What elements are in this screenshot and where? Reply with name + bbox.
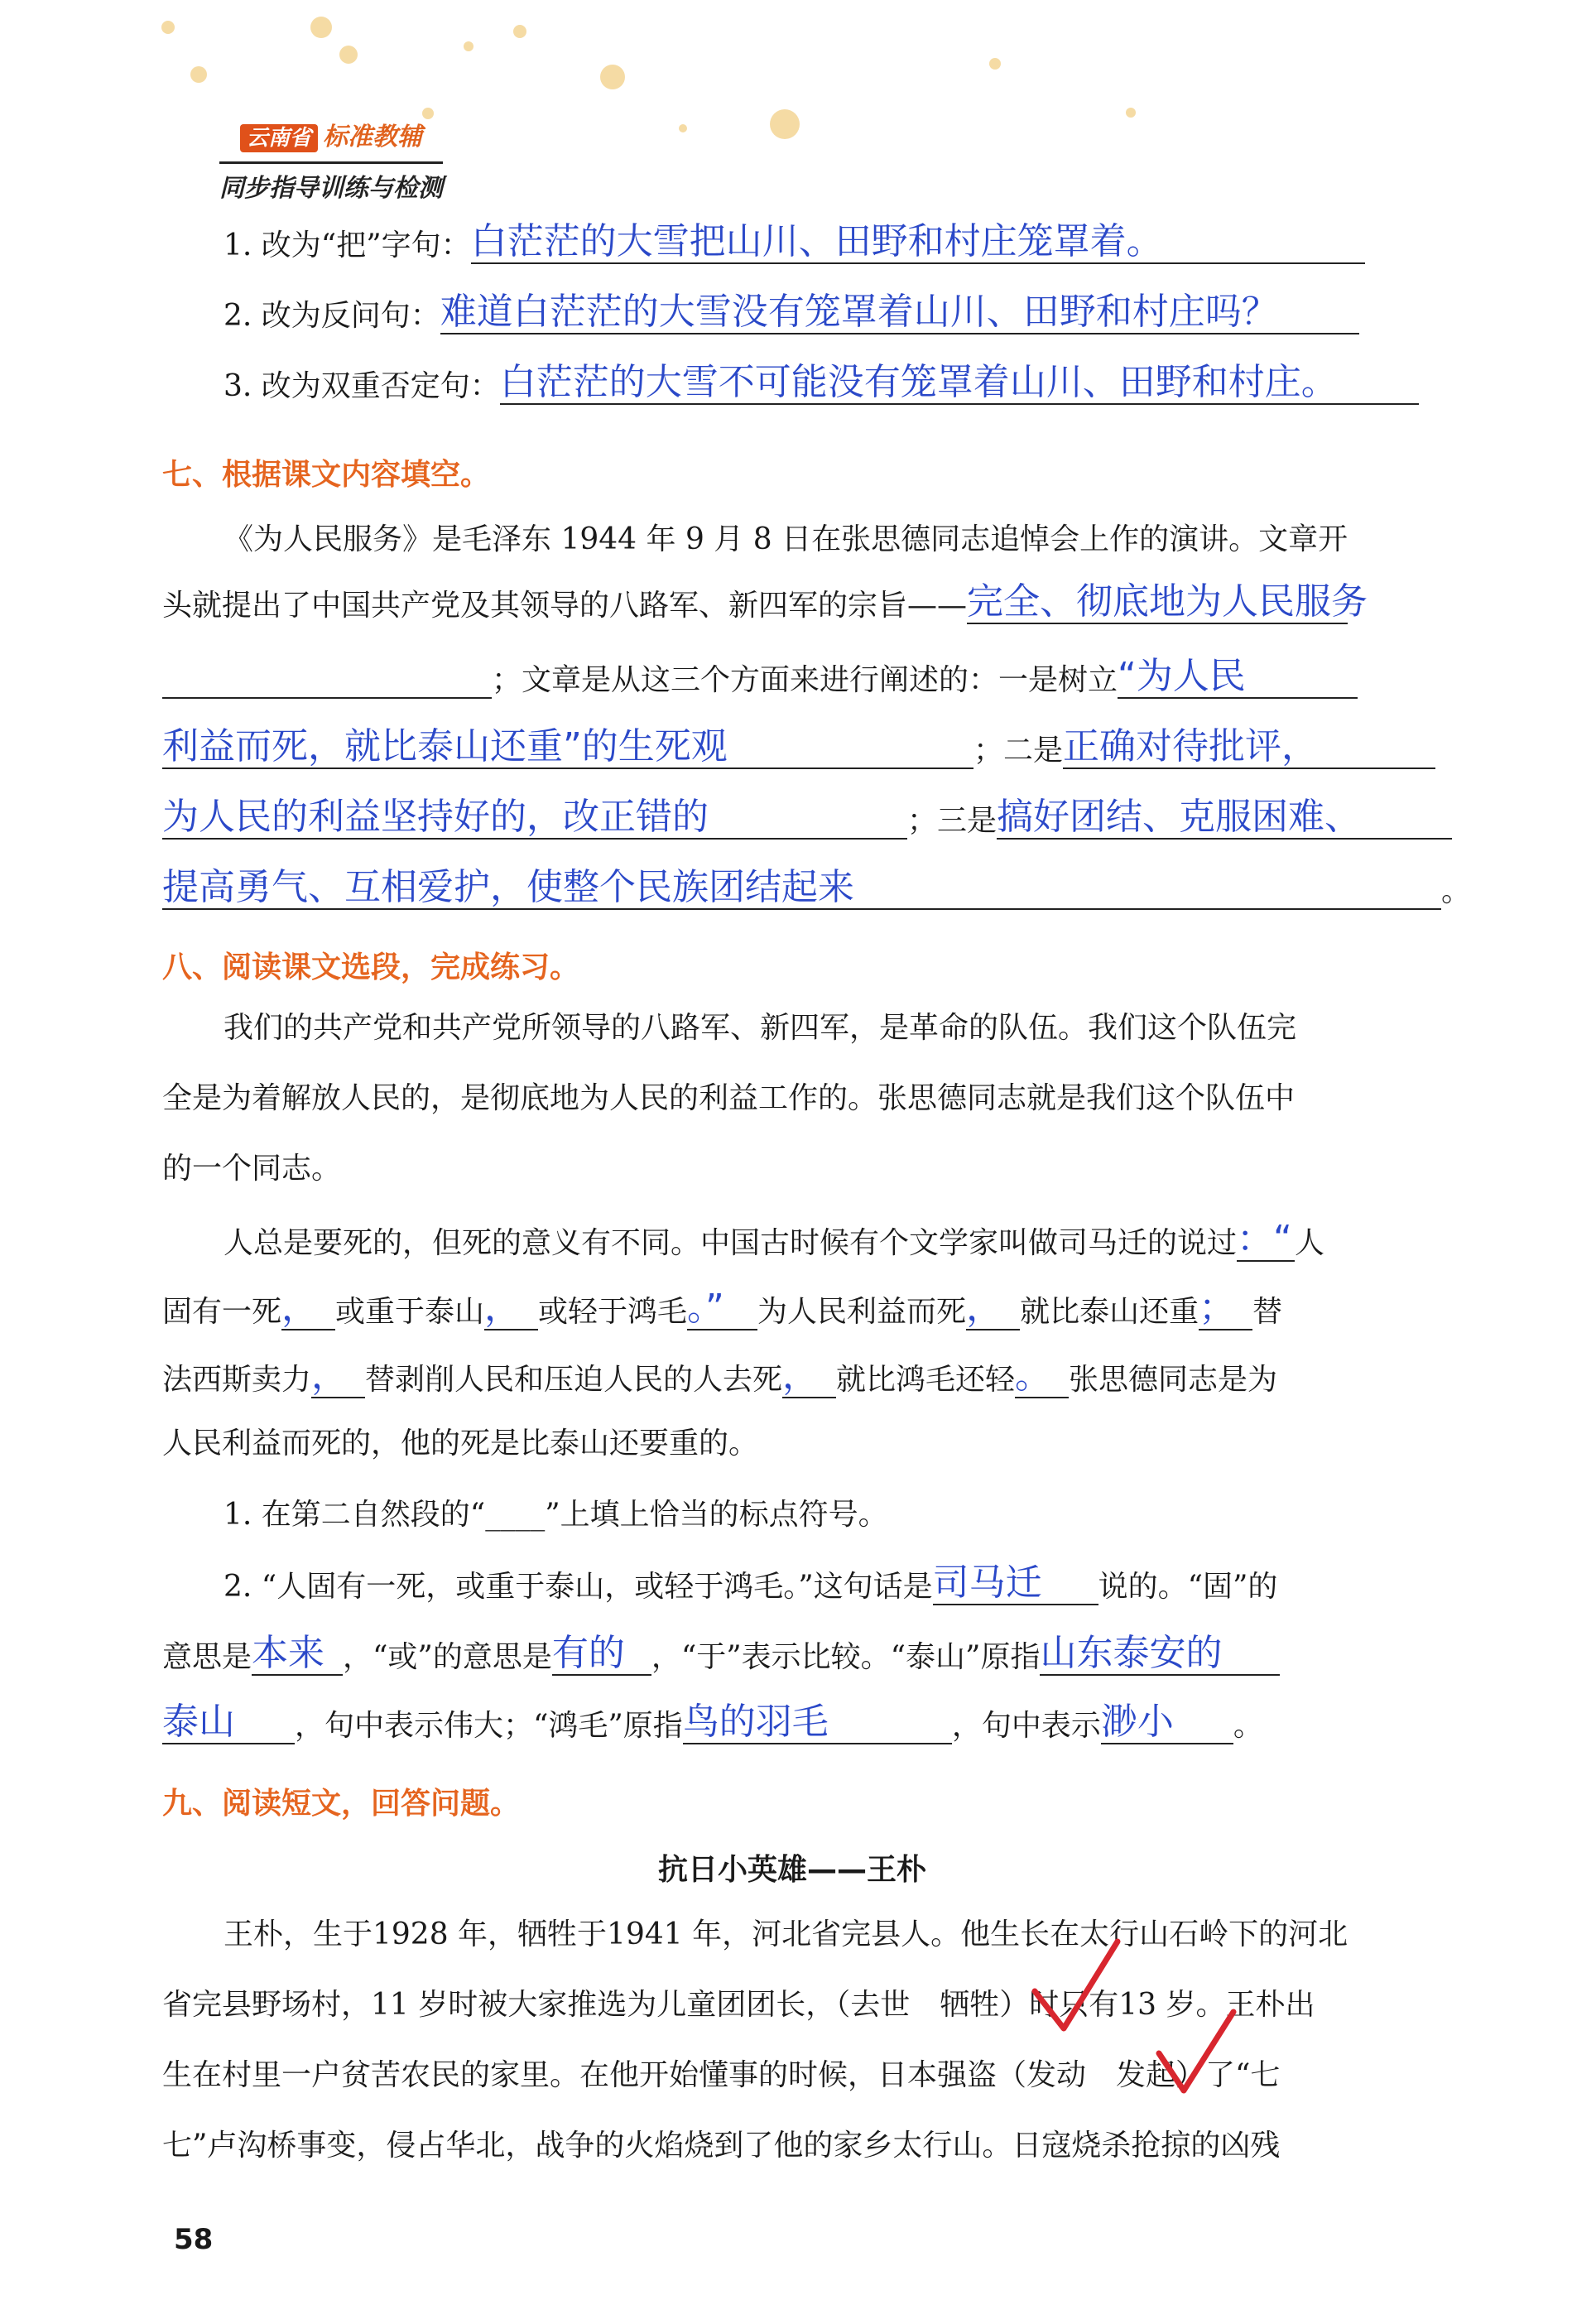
q7-line-3	[162, 655, 1358, 699]
q8-sub-2-text-c: 意思是	[162, 1640, 252, 1674]
q9-line-2	[162, 1987, 1315, 2023]
q7-answer-3a: 正确对待批评，	[1063, 725, 1319, 767]
q6-item-2-label: 2. 改为反问句：	[224, 299, 440, 333]
punct-answer: ；	[1199, 1287, 1236, 1329]
q8-sub-2-text-h: 。	[1233, 1709, 1263, 1743]
q7-line-4	[162, 725, 1435, 769]
q8-para2-l2-e: 就比泰山还重	[1020, 1295, 1199, 1329]
q9-line-3-c: 发起）了“七	[1086, 2058, 1281, 2092]
header-subtitle: 同步指导训练与检测	[219, 161, 443, 204]
q8-answer-taishan-a: 山东泰安的	[1040, 1632, 1223, 1674]
q7-line-1: 《为人民服务》是毛泽东 1944 年 9 月 8 日在张思德同志追悼会上作的演讲。文章开	[224, 522, 1348, 556]
q8-answer-author: 司马迁	[932, 1561, 1042, 1604]
punct-answer: ，	[311, 1354, 349, 1397]
q8-answer-gu: 本来	[252, 1632, 325, 1674]
q7-line-5-text: ；三是	[907, 804, 997, 838]
q8-para2-l1	[224, 1218, 1325, 1262]
header-series-name: 标准教辅	[323, 123, 423, 152]
q8-answer-hongmao: 鸟的羽毛	[682, 1701, 829, 1743]
q6-item-3-label: 3. 改为双重否定句：	[224, 369, 500, 403]
q6-item-2-answer: 难道白茫茫的大雪没有笼罩着山川、田野和村庄吗？	[440, 291, 1278, 333]
q6-item-2	[224, 291, 1359, 334]
q8-para2-l4: 人民利益而死的，他的死是比泰山还要重的。	[162, 1427, 759, 1460]
header-badge: 云南省	[240, 124, 318, 152]
q7-answer-4a: 搞好团结、克服困难、	[997, 796, 1362, 838]
q8-para2-l2-b: 或重于泰山	[335, 1295, 485, 1329]
q8-sub-2-line3	[162, 1701, 1263, 1744]
header-series	[240, 116, 422, 152]
q7-answer-1: 完全、彻底地为人民服务	[967, 580, 1368, 623]
q7-line-2	[162, 580, 1368, 624]
q8-para2-l2-f: 替	[1252, 1295, 1283, 1329]
punct-answer: ：“	[1237, 1218, 1292, 1260]
punct-answer: 。	[1015, 1354, 1052, 1397]
q7-line-6-end: 。	[1441, 874, 1472, 908]
q8-para2-l2	[162, 1287, 1283, 1330]
q8-para2-l1-end: 人	[1295, 1226, 1325, 1260]
q8-sub-2-text-a: 2. “人固有一死，或重于泰山，或轻于鸿毛。”这句话是	[224, 1570, 933, 1604]
q8-para2-l1-text: 人总是要死的，但死的意义有不同。中国古时候有个文学家叫做司马迁的说过	[224, 1226, 1238, 1260]
q7-answer-2b: 利益而死，就比泰山还重”的生死观	[162, 725, 728, 767]
q7-line-6	[162, 866, 1472, 910]
q8-para1-l2: 全是为着解放人民的，是彻底地为人民的利益工作的。张思德同志就是我们这个队伍中	[162, 1081, 1296, 1115]
q7-line-3-text: ；文章是从这三个方面来进行阐述的：一是树立	[492, 663, 1118, 697]
q8-para2-l3	[162, 1354, 1278, 1398]
q8-sub-2-text-e: ，“于”表示比较。“泰山”原指	[651, 1640, 1041, 1674]
q7-answer-2a: “为人民	[1118, 655, 1246, 697]
q9-line-1: 王朴，生于1928 年，牺牲于1941 年，河北省完县人。他生长在太行山石岭下的河北	[224, 1917, 1348, 1951]
q8-para2-l2-c: 或轻于鸿毛	[538, 1295, 688, 1329]
q6-item-1-answer: 白茫茫的大雪把山川、田野和村庄笼罩着。	[470, 220, 1163, 262]
q8-answer-small: 渺小	[1100, 1701, 1174, 1743]
q8-para2-l3-b: 替剥削人民和压迫人民的人去死	[365, 1363, 783, 1397]
q6-item-1	[224, 220, 1365, 264]
q9-line-4: 七”卢沟桥事变，侵占华北，战争的火焰烧到了他的家乡太行山。日寇烧杀抢掠的凶残	[162, 2129, 1281, 2163]
q9-line-2-a: 省完县野场村，11 岁时被大家推选为儿童团团长，（去世	[162, 1988, 940, 2022]
q8-para2-l3-a: 法西斯卖力	[162, 1363, 312, 1397]
q8-para2-l3-c: 就比鸿毛还轻	[836, 1363, 1016, 1397]
punct-answer: ，	[782, 1354, 820, 1397]
q8-answer-taishan-b: 泰山	[162, 1701, 235, 1743]
q9-choice-sacrifice: 牺牲	[940, 1988, 1000, 2022]
q8-para2-l2-d: 为人民利益而死	[757, 1295, 967, 1329]
q7-line-5	[162, 796, 1452, 840]
q8-para1-l1: 我们的共产党和共产党所领导的八路军、新四军，是革命的队伍。我们这个队伍完	[224, 1011, 1297, 1045]
q7-line-2-text: 头就提出了中国共产党及其领导的八路军、新四军的宗旨——	[162, 589, 968, 623]
q6-item-3-answer: 白茫茫的大雪不可能没有笼罩着山川、田野和村庄。	[499, 361, 1338, 403]
q8-sub-2-line1	[224, 1561, 1278, 1605]
q7-line-4-text: ；二是	[973, 734, 1064, 767]
q9-choice-launch: 发动	[1026, 2058, 1087, 2092]
q8-sub-2-text-b: 说的。“固”的	[1098, 1570, 1278, 1604]
page-number: 58	[174, 2223, 214, 2256]
q9-line-3	[162, 2057, 1280, 2094]
q7-answer-3b: 为人民的利益坚持好的，改正错的	[162, 796, 709, 838]
q8-sub-2-text-g: ，句中表示	[951, 1709, 1101, 1743]
q8-sub-2-text-d: ，“或”的意思是	[343, 1640, 552, 1674]
check-mark-icon	[1031, 1937, 1122, 2037]
q8-answer-huo: 有的	[551, 1632, 625, 1674]
q9-line-3-a: 生在村里一户贫苦农民的家里。在他开始懂事的时候，日本强盗（	[162, 2058, 1027, 2092]
punct-answer: ，	[281, 1287, 319, 1329]
punct-answer: 。”	[687, 1287, 724, 1329]
punct-answer: ，	[484, 1287, 522, 1329]
punct-answer: ，	[966, 1287, 1003, 1329]
q7-heading: 七、根据课文内容填空。	[162, 458, 491, 492]
q9-story-title: 抗日小英雄——王朴	[658, 1853, 927, 1887]
q8-sub-2-text-f: ，句中表示伟大；“鸿毛”原指	[295, 1709, 683, 1743]
q8-sub-1: 1. 在第二自然段的“____”上填上恰当的标点符号。	[224, 1498, 888, 1532]
q8-sub-2-line2	[162, 1632, 1280, 1676]
q8-heading: 八、阅读课文选段，完成练习。	[162, 950, 580, 984]
q8-para1-l3: 的一个同志。	[162, 1152, 342, 1186]
q7-answer-4b: 提高勇气、互相爱护，使整个民族团结起来	[162, 866, 854, 908]
q9-heading: 九、阅读短文，回答问题。	[162, 1787, 521, 1821]
q8-para2-l2-a: 固有一死	[162, 1295, 282, 1329]
check-mark-icon	[1155, 2008, 1238, 2099]
q6-item-1-label: 1. 改为“把”字句：	[224, 229, 471, 262]
q6-item-3	[224, 361, 1419, 405]
q9-line-2-c: ）时只有13 岁。王朴出	[999, 1988, 1315, 2022]
q8-para2-l3-d: 张思德同志是为	[1069, 1363, 1278, 1397]
